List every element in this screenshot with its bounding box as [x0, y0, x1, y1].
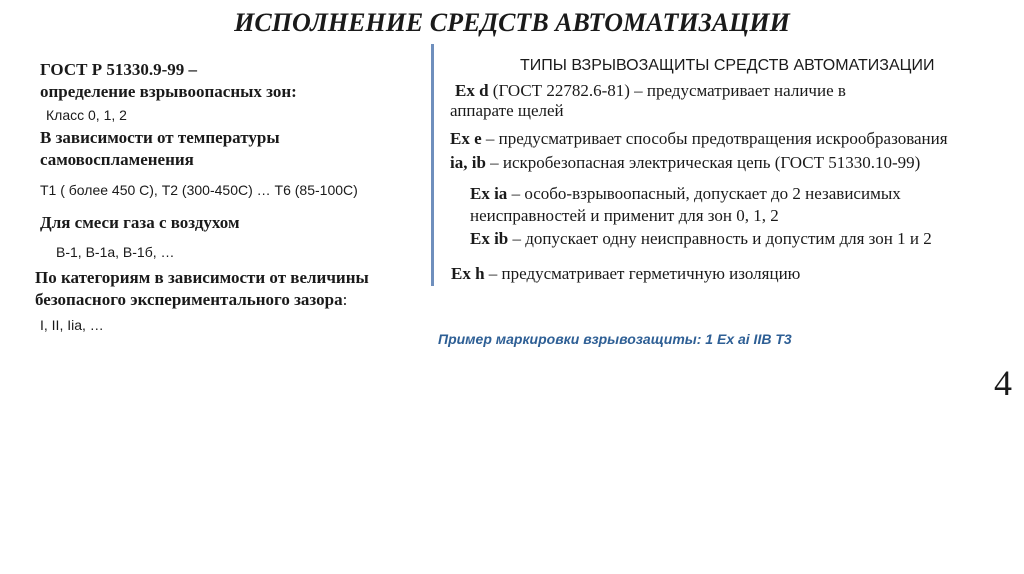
zone-class: Класс 0, 1, 2 — [46, 107, 127, 123]
temp-heading-1: В зависимости от температуры — [40, 128, 280, 147]
ex-ia-line: Ex ia – особо-взрывоопасный, допускает до 2 независимых — [470, 184, 901, 203]
ex-ia-line-2: неисправностей и применит для зон 0, 1, 2 — [470, 206, 779, 225]
ex-ib-line: Ex ib – допускает одну неисправность и допустим для зон 1 и 2 — [470, 229, 932, 248]
gost-line-2: определение взрывоопасных зон: — [40, 82, 297, 101]
slide-title: ИСПОЛНЕНИЕ СРЕДСТВ АВТОМАТИЗАЦИИ — [234, 8, 790, 37]
ex-e-line: Ex e – предусматривает способы предотвращения искрообразования — [450, 129, 948, 148]
gas-heading: Для смеси газа с воздухом — [40, 213, 240, 232]
ex-d-line: Ex d (ГОСТ 22782.6-81) – предусматривает наличие в — [455, 81, 846, 100]
ex-h-line: Ex h – предусматривает герметичную изоляцию — [451, 264, 801, 283]
gas-categories: В-1, В-1а, В-1б, … — [56, 244, 175, 260]
column-divider — [431, 44, 434, 286]
temp-classes: Т1 ( более 450 С), Т2 (300-450С) … Т6 (85-100С) — [40, 182, 358, 198]
ia-ib-line: ia, ib – искробезопасная электрическая цепь (ГОСТ 51330.10-99) — [450, 153, 921, 172]
category-heading-1: По категориям в зависимости от величины — [35, 268, 369, 287]
category-values: I, II, Iia, … — [40, 317, 104, 333]
page-number: 4 — [994, 363, 1012, 403]
temp-heading-2: самовоспламенения — [40, 150, 194, 169]
category-heading-2: безопасного экспериментального зазора: — [35, 290, 348, 309]
ex-d-line-2: аппарате щелей — [450, 101, 564, 120]
protection-types-heading: ТИПЫ ВЗРЫВОЗАЩИТЫ СРЕДСТВ АВТОМАТИЗАЦИИ — [520, 57, 935, 74]
gost-line-1: ГОСТ Р 51330.9-99 – — [40, 60, 197, 79]
marking-example: Пример маркировки взрывозащиты: 1 Ex ai IIB T3 — [438, 331, 792, 347]
